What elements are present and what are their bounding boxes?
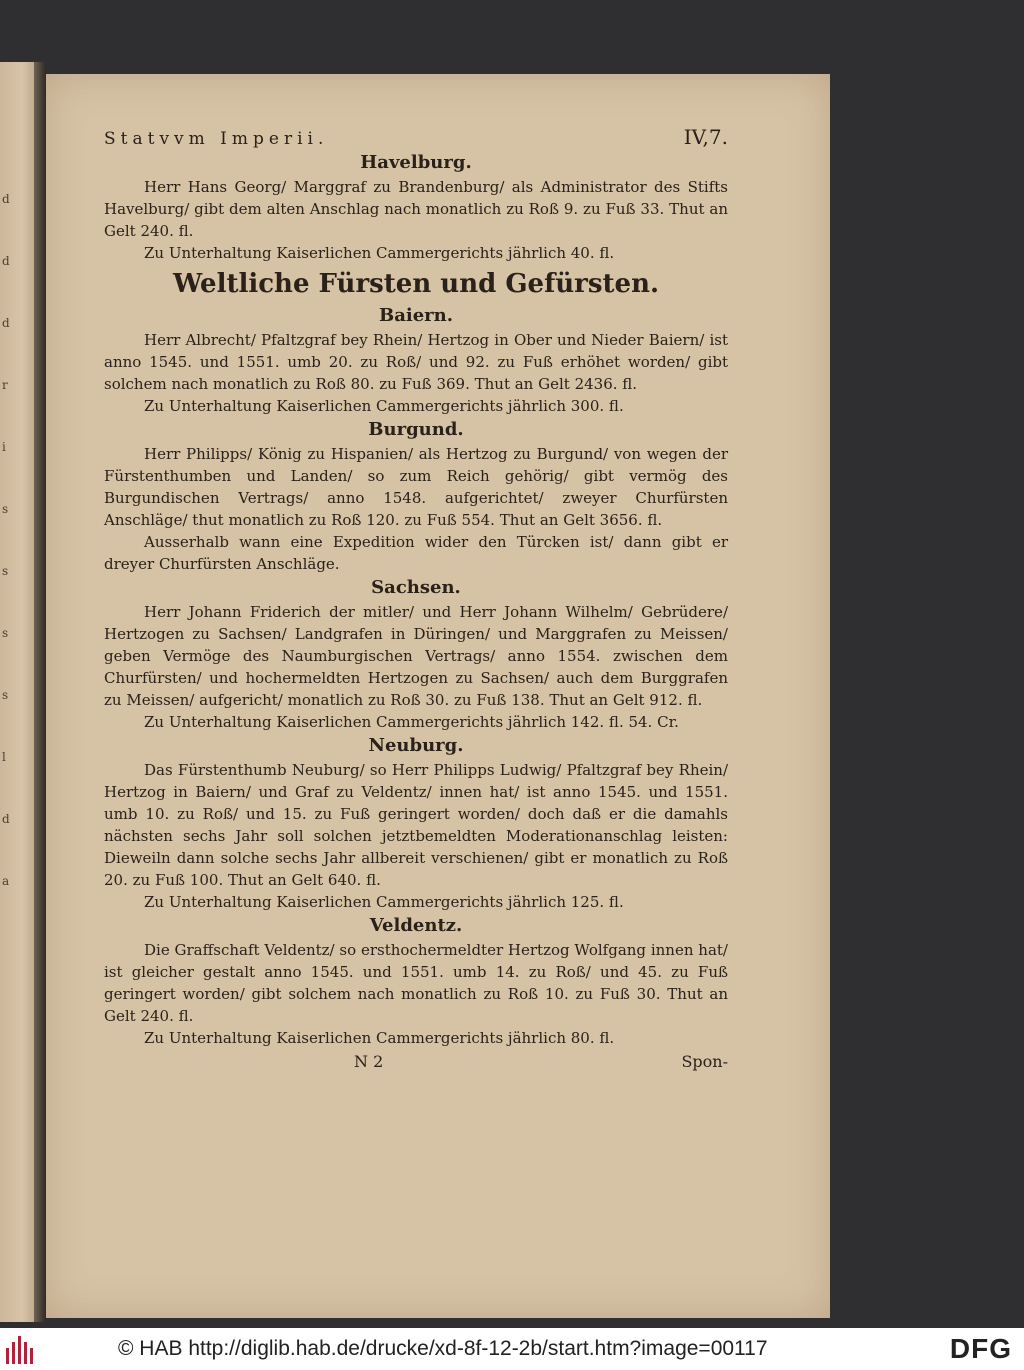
running-head — [104, 126, 728, 150]
page-footer — [104, 1051, 728, 1073]
signature-mark: N 2 — [354, 1052, 384, 1071]
book-spine — [34, 62, 46, 1322]
facing-page-fragment: r — [2, 378, 8, 392]
section-paragraph: Zu Unterhaltung Kaiserlichen Cammergerichts jährlich 142. fl. 54. Cr. — [144, 713, 679, 731]
viewer-footer-bar — [0, 1328, 1024, 1370]
section-heading: Weltliche Fürsten und Gefürsten. — [172, 269, 660, 299]
section-paragraph: Ausserhalb wann eine Expedition wider den Türcken ist/ dann gibt er dreyer Churfürsten Anschläge. — [104, 533, 728, 573]
section-paragraph: Das Fürstenthumb Neuburg/ so Herr Philipps Ludwig/ Pfaltzgraf bey Rhein/ Hertzog in Baiern/ und Graf zu Veldentz/ innen hat/ ist anno 1545. und 1551. umb 10. zu Roß/ und 15. zu Fuß geringert worden/ doch daß er die damahls nächsten sechs Jahr soll solchen jetztbemeldten Moderationanschlag leisten: Dieweiln dann solche sechs Jahr allbereit verschienen/ gibt er monatlich zu Roß 20. zu Fuß 100. Thut an Gelt 640. fl. — [104, 761, 728, 889]
section-paragraph: Zu Unterhaltung Kaiserlichen Cammergerichts jährlich 80. fl. — [144, 1029, 615, 1047]
facing-page-fragment: a — [2, 874, 10, 888]
hab-library-icon — [6, 1334, 40, 1364]
section-heading: Burgund. — [368, 419, 464, 440]
section-paragraph: Herr Hans Georg/ Marggraf zu Brandenburg/ als Administrator des Stifts Havelburg/ gibt dem alten Anschlag nach monatlich zu Roß 9. zu Fuß 33. Thut an Gelt 240. fl. — [104, 178, 728, 240]
section-paragraph: Zu Unterhaltung Kaiserlichen Cammergerichts jährlich 125. fl. — [144, 893, 624, 911]
section-paragraph: Zu Unterhaltung Kaiserlichen Cammergerichts jährlich 40. fl. — [144, 244, 615, 262]
running-head-title: Statvvm Imperii. — [104, 129, 329, 149]
facing-page-fragment: d — [2, 316, 10, 330]
section-heading: Sachsen. — [371, 577, 461, 598]
facing-page-fragment: l — [2, 750, 6, 764]
catchword: Spon- — [681, 1052, 728, 1071]
section-paragraph: Herr Albrecht/ Pfaltzgraf bey Rhein/ Hertzog in Ober und Nieder Baiern/ ist anno 1545. und 1551. umb 20. zu Roß/ und 92. zu Fuß erhöhet worden/ gibt solchem nach monatlich zu Roß 80. zu Fuß 369. Thut an Gelt 2436. fl. — [104, 331, 728, 393]
page-text-block — [104, 126, 728, 1073]
section-paragraph: Herr Johann Friderich der mitler/ und Herr Johann Wilhelm/ Gebrüdere/ Hertzogen zu Sachsen/ Landgrafen in Düringen/ und Marggrafen zu Meissen/ geben Vermöge des Naumburgischen Vertrags/ anno 1554. zwischen dem Churfürsten/ und hochermeldten Hertzogen zu Sachsen/ auch dem Burggrafen zu Meissen/ aufgericht/ monatlich zu Roß 30. zu Fuß 138. Thut an Gelt 912. fl. — [104, 603, 728, 709]
facing-page-fragment: d — [2, 192, 10, 206]
section-heading: Baiern. — [378, 305, 453, 326]
section-paragraph: Die Graffschaft Veldentz/ so ersthochermeldter Hertzog Wolfgang innen hat/ ist gleicher gestalt anno 1545. und 1551. umb 14. zu Roß/ und 45. zu Fuß geringert worden/ gibt solchem nach monatlich zu Roß 10. zu Fuß 30. Thut an Gelt 240. fl. — [104, 941, 728, 1025]
facing-page-fragment: s — [2, 564, 9, 578]
section-paragraph: Herr Philipps/ König zu Hispanien/ als Hertzog zu Burgund/ von wegen der Fürstenthumben und Landen/ so zum Reich gehörig/ gibt vermög des Burgundischen Vertrags/ anno 1548. aufgerichtet/ zweyer Churfürsten Anschläge/ thut monatlich zu Roß 120. zu Fuß 554. Thut an Gelt 3656. fl. — [104, 445, 728, 529]
facing-page-fragment: s — [2, 626, 9, 640]
section-heading: Havelburg. — [360, 152, 472, 173]
section-heading: Neuburg. — [368, 735, 464, 756]
page-sections — [104, 151, 728, 1049]
book-page — [46, 74, 830, 1318]
facing-page-fragment: s — [2, 688, 9, 702]
folio-number: IV,7. — [683, 125, 728, 149]
facing-page-fragment: d — [2, 812, 10, 826]
section-heading: Veldentz. — [369, 915, 463, 936]
facing-page-fragment: s — [2, 502, 9, 516]
copyright-link[interactable]: © HAB http://diglib.hab.de/drucke/xd-8f-12-2b/start.htm?image=00117 — [118, 1337, 768, 1360]
facing-page-fragment: d — [2, 254, 10, 268]
dfg-logo: DFG — [949, 1333, 1012, 1364]
section-paragraph: Zu Unterhaltung Kaiserlichen Cammergerichts jährlich 300. fl. — [144, 397, 624, 415]
facing-page-fragment: i — [2, 440, 6, 454]
